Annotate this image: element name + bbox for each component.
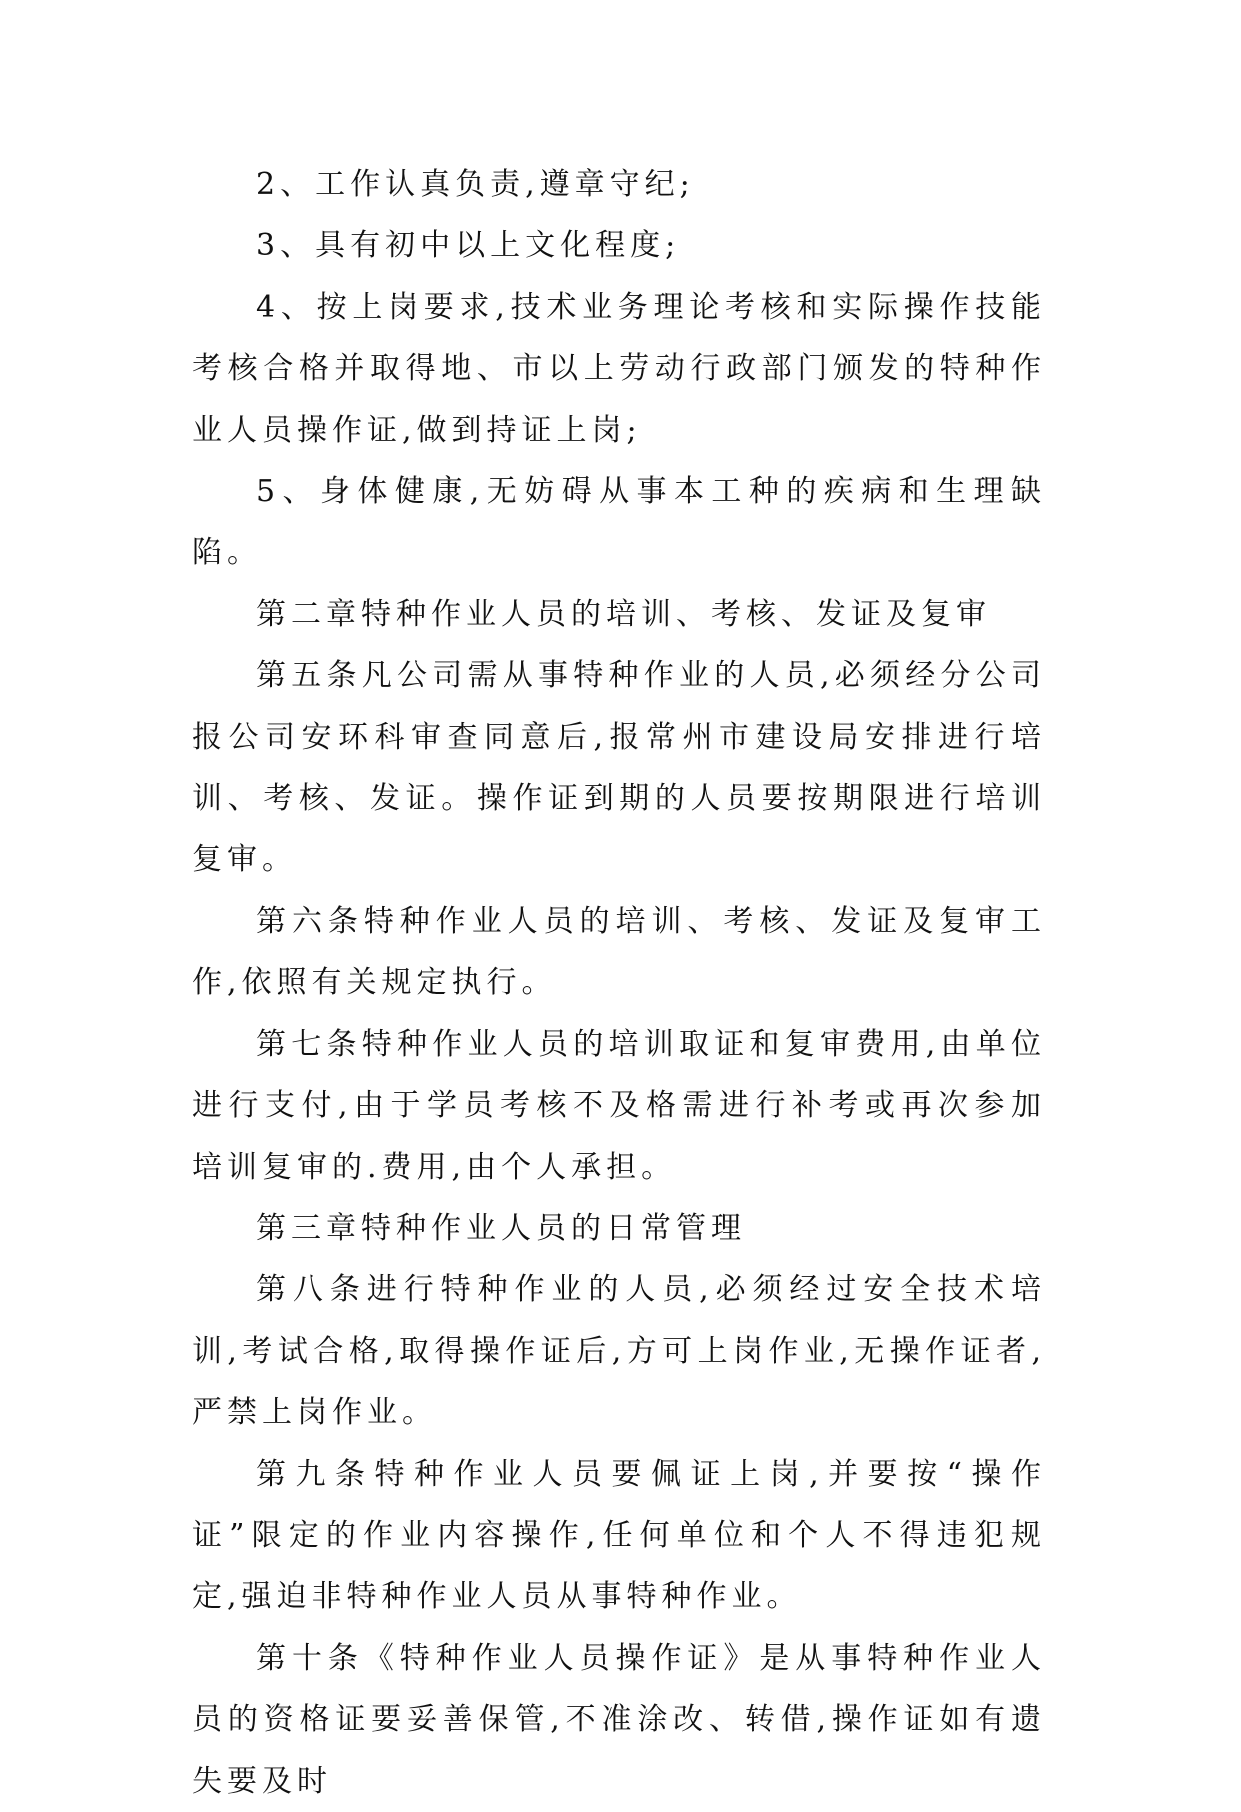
chapter-2-heading: 第二章特种作业人员的培训、考核、发证及复审 — [256, 596, 991, 632]
paragraph-requirement-5: 5、身体健康,无妨碍从事本工种的疾病和生理缺陷。 — [192, 474, 1046, 571]
article-5: 第五条凡公司需从事特种作业的人员,必须经分公司报公司安环科审查同意后,报常州市建设局安排进行培训、考核、发证。操作证到期的人员要按期限进行培训复审。 — [192, 658, 1046, 878]
paragraph-requirement-2: 2、工作认真负责,遵章守纪; — [256, 167, 695, 202]
paragraph-requirement-4: 4、按上岗要求,技术业务理论考核和实际操作技能考核合格并取得地、市以上劳动行政部门颁发的特种作业人员操作证,做到持证上岗; — [192, 289, 1046, 448]
article-7: 第七条特种作业人员的培训取证和复审费用,由单位进行支付,由于学员考核不及格需进行补考或再次参加培训复审的.费用,由个人承担。 — [192, 1026, 1046, 1185]
article-6: 第六条特种作业人员的培训、考核、发证及复审工作,依照有关规定执行。 — [192, 903, 1046, 1001]
paragraph-requirement-3: 3、具有初中以上文化程度; — [256, 228, 681, 264]
document-body — [192, 154, 1046, 1812]
chapter-3-heading: 第三章特种作业人员的日常管理 — [256, 1210, 746, 1246]
article-9: 第九条特种作业人员要佩证上岗,并要按“操作证”限定的作业内容操作,任何单位和个人不得违犯规定,强迫非特种作业人员从事特种作业。 — [192, 1456, 1046, 1615]
article-10: 第十条《特种作业人员操作证》是从事特种作业人员的资格证要妥善保管,不准涂改、转借,操作证如有遗失要及时 — [192, 1640, 1046, 1799]
article-8: 第八条进行特种作业的人员,必须经过安全技术培训,考试合格,取得操作证后,方可上岗作业,无操作证者,严禁上岗作业。 — [192, 1272, 1046, 1431]
